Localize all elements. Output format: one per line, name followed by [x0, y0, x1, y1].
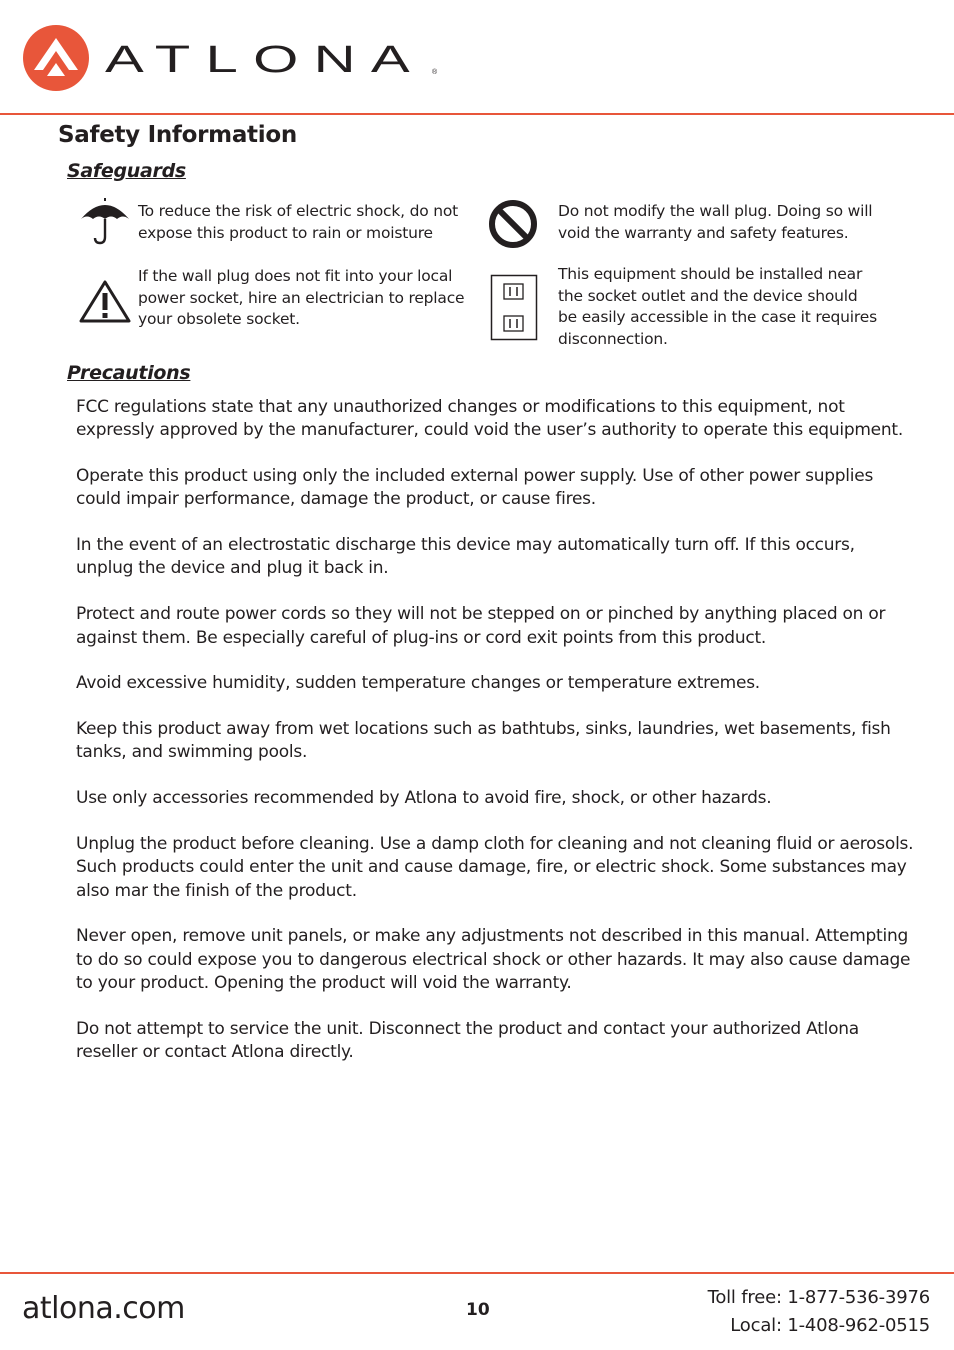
- svg-text:®: ®: [432, 69, 438, 76]
- footer-website: atlona.com: [22, 1291, 185, 1326]
- precaution-paragraph: Avoid excessive humidity, sudden temperature changes or temperature extremes.: [76, 673, 760, 694]
- precautions-heading: Precautions: [67, 362, 191, 384]
- page-title: Safety Information: [58, 122, 297, 148]
- prohibited-icon: [488, 197, 538, 251]
- safeguards-heading: Safeguards: [67, 160, 186, 182]
- precaution-paragraph: Use only accessories recommended by Atlona to avoid fire, shock, or other hazards.: [76, 788, 772, 809]
- header-divider: [0, 113, 954, 115]
- power-outlet-icon: [490, 274, 538, 342]
- precaution-paragraph: FCC regulations state that any unauthorized changes or modifications to this equipment, not expressly approved by the manufacturer, could void the user’s authority to operate this equipment.: [76, 397, 903, 441]
- local-number: Local: 1-408-962-0515: [730, 1315, 930, 1336]
- atlona-logo-mark: [23, 25, 89, 91]
- footer-contact: [708, 1284, 930, 1340]
- safeguard-text-socket: If the wall plug does not fit into your local power socket, hire an electrician to replace your obsolete socket.: [138, 267, 465, 328]
- page-number: 10: [466, 1300, 490, 1320]
- umbrella-icon: [80, 197, 130, 245]
- safeguard-text-rain: To reduce the risk of electric shock, do not expose this product to rain or moisture: [138, 202, 459, 242]
- precaution-paragraph: Do not attempt to service the unit. Disconnect the product and contact your authorized Atlona reseller or contact Atlona directly.: [76, 1018, 859, 1063]
- safeguard-text-wall-plug: Do not modify the wall plug. Doing so will void the warranty and safety features.: [558, 202, 873, 242]
- warning-icon: [78, 278, 132, 324]
- precaution-paragraph: Never open, remove unit panels, or make any adjustments not described in this manual. Attempting to do so could expose you to dangerous electrical shock or other hazards. It may also cause damage to your product. Opening the product will void the warranty.: [76, 926, 911, 994]
- precaution-paragraph: Operate this product using only the included external power supply. Use of other power supplies could impair performance, damage the product, or cause fires.: [76, 466, 874, 510]
- precaution-paragraph: In the event of an electrostatic discharge this device may automatically turn off. If this occurs, unplug the device and plug it back in.: [76, 535, 855, 579]
- safeguard-text-outlet: This equipment should be installed near the socket outlet and the device should be easily accessible in the case it requires disconnection.: [558, 265, 877, 348]
- atlona-logo: [22, 24, 442, 92]
- precaution-paragraph: Keep this product away from wet locations such as bathtubs, sinks, laundries, wet basements, fish tanks, and swimming pools.: [76, 719, 891, 763]
- precaution-paragraph: Protect and route power cords so they will not be stepped on or pinched by anything placed on or against them. Be especially careful of plug-ins or cord exit points from this product.: [76, 604, 886, 648]
- footer-divider: [0, 1272, 954, 1274]
- precaution-paragraph: Unplug the product before cleaning. Use a damp cloth for cleaning and not cleaning fluid or aerosols. Such products could enter the unit and cause damage, fire, or electric shock. Some substances may also mar the finish of the product.: [76, 834, 914, 901]
- atlona-logo-wordmark: ATLONA: [105, 39, 425, 81]
- precautions-list: [76, 396, 916, 1087]
- toll-free-number: Toll free: 1-877-536-3976: [707, 1287, 930, 1308]
